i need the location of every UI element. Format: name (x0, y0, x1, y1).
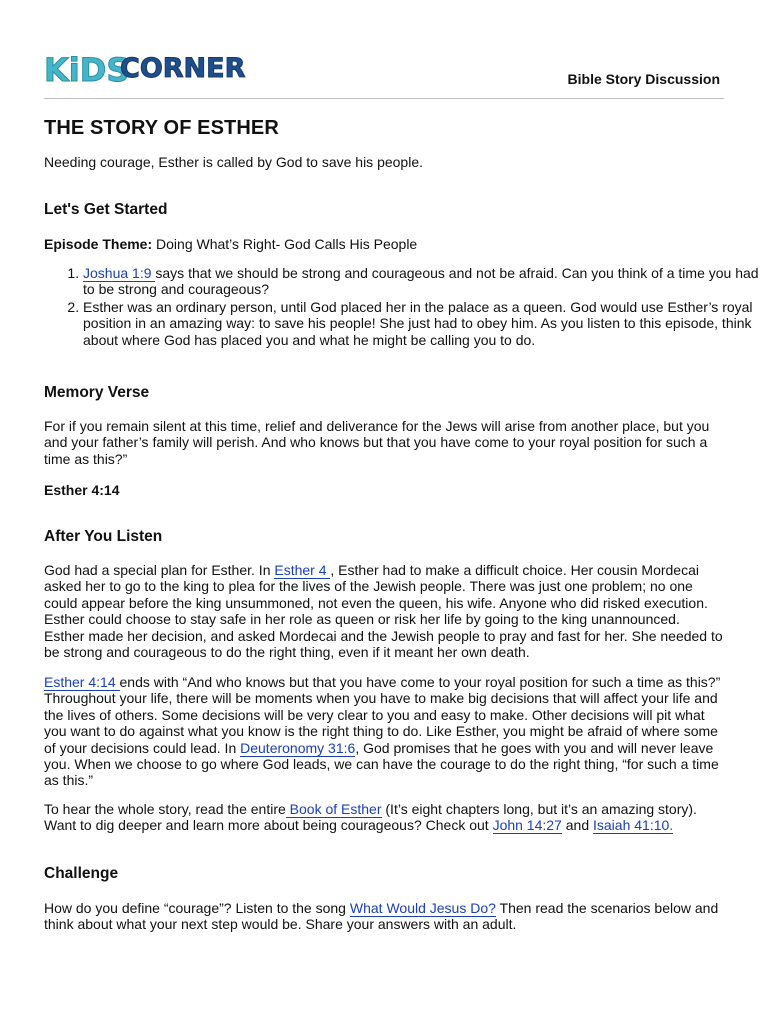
heading-memory-verse: Memory Verse (44, 384, 150, 401)
memory-verse-reference: Esther 4:14 (44, 482, 120, 498)
bible-story-discussion-label: Bible Story Discussion (567, 71, 720, 87)
episode-theme-label: Episode Theme: (44, 236, 153, 252)
logo-kids-text: KiDS (44, 51, 130, 89)
heading-after-you-listen: After You Listen (44, 528, 163, 545)
after-listen-paragraph-2: Esther 4:14 ends with “And who knows but that you have come to your royal position for such a time as this?” Throughout your life, there will be moments when you have to make big decisions that will affect your life and the lives of others. Some decisions will be very clear to you and easy to make. Other decisions will pit what you want to do against what you know is the right thing to do. Like Esther, you might be afraid of where some of your decisions could lead. In Deuteronomy 31:6, God promises that he goes with you and will never leave you. When we choose to go where God leads, we can have the courage to do the right thing, “for such a time as this.” (44, 674, 721, 789)
list-item-text: Esther was an ordinary person, until God placed her in the palace as a queen. God would use Esther’s royal position in an amazing way: to save his people! She just had to obey him. As you listen to this episode, think about where God has placed you and what he might be calling you to do. (83, 298, 753, 348)
joshua-1-9-link[interactable]: Joshua 1:9 (83, 265, 156, 281)
isaiah-41-10-link[interactable]: Isaiah 41:10. (593, 817, 674, 834)
kids-corner-logo (44, 48, 246, 90)
list-item-text: says that we should be strong and courageous and not be afraid. Can you think of a time you had to be strong and courageous? (83, 265, 759, 298)
after-listen-paragraph-1: God had a special plan for Esther. In Esther 4 , Esther had to make a difficult choice. Her cousin Mordecai asked her to go to the king to plea for the lives of the Jewish people. There was just one problem; no one could appear before the king unsummoned, not even the queen, his wife. Anyone who did risked execution. Esther could choose to stay safe in her role as queen or risk her life by going to the king unannounced. Esther made her decision, and asked Mordecai and the Jewish people to pray and fast for her. She needed to be strong and courageous to do the right thing, even if it meant her own death. (44, 562, 723, 661)
document-page (44, 0, 759, 933)
deuteronomy-31-6-link[interactable]: Deuteronomy 31:6 (240, 739, 356, 756)
memory-verse-text: For if you remain silent at this time, relief and deliverance for the Jews will arise from another place, but you and your father’s family will perish. And who knows but that you have come to your royal position for such a time as this?” (44, 418, 710, 467)
book-of-esther-link[interactable]: Book of Esther (285, 801, 382, 817)
episode-theme-value: Doing What’s Right- God Calls His People (152, 236, 418, 252)
esther-4-link[interactable]: Esther 4 (274, 562, 331, 578)
after-listen-paragraph-3: To hear the whole story, read the entire Book of Esther (It’s eight chapters long, but it’s an amazing story). Want to dig deeper and learn more about being courageous? Check out John 14:27 and Isaiah 41:10. (44, 801, 697, 834)
started-list (44, 265, 763, 349)
esther-4-14-link[interactable]: Esther 4:14 (44, 674, 120, 690)
what-would-jesus-do-link[interactable]: What Would Jesus Do? (349, 900, 496, 916)
logo-corner-text: CORNER (120, 53, 246, 84)
list-item (83, 265, 763, 298)
john-14-27-link[interactable]: John 14:27 (492, 817, 562, 834)
page-header (44, 0, 724, 99)
heading-challenge: Challenge (44, 865, 119, 882)
heading-lets-get-started: Let's Get Started (44, 201, 168, 218)
episode-theme (44, 236, 724, 252)
challenge-paragraph: How do you define “courage”? Listen to the song What Would Jesus Do? Then read the scenarios below and think about what your next step would be. Share your answers with an adult. (44, 900, 719, 933)
page-title: THE STORY OF ESTHER (44, 117, 279, 139)
list-item (83, 299, 763, 348)
page-subtitle: Needing courage, Esther is called by God to save his people. (44, 154, 424, 170)
